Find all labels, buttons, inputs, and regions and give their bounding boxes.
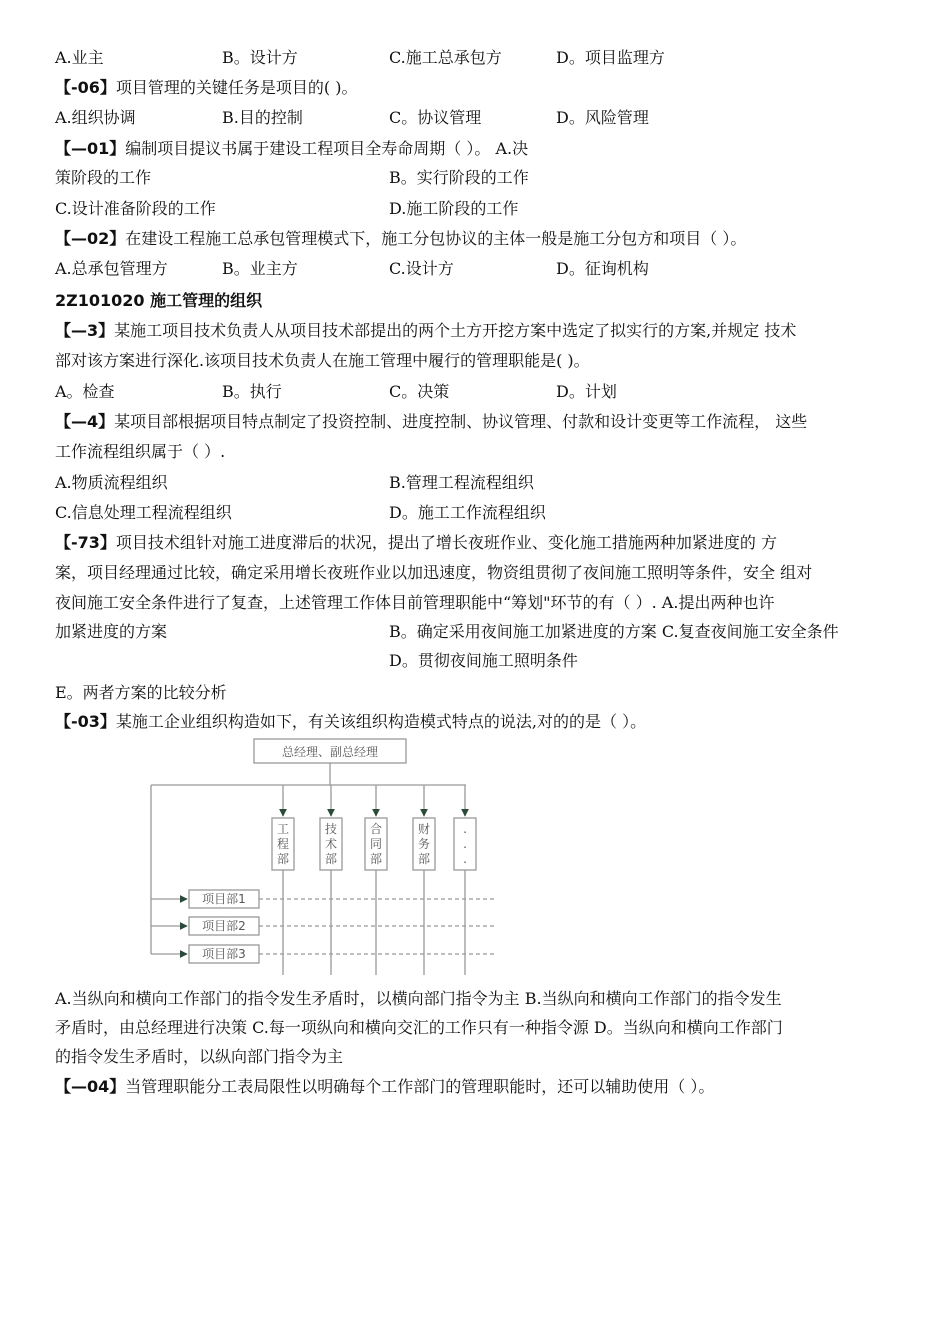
- q4-stem-line1: 某项目部根据项目特点制定了投资控制、进度控制、协议管理、付款和设计变更等工作流程， 这些: [114, 412, 808, 431]
- q02-tag: 【—02】: [55, 229, 126, 248]
- q3-option-b: B。执行: [222, 382, 282, 401]
- q02-option-a: A.总承包管理方: [55, 259, 168, 278]
- project-label-2: 项目部2: [202, 919, 246, 933]
- q06-tag: 【-06】: [55, 78, 116, 97]
- dept-finance-char-1: 财: [417, 822, 431, 836]
- q3-option-c: C。决策: [389, 382, 450, 401]
- dept-more-char-1: .: [463, 822, 467, 836]
- dept-contract-char-3: 部: [369, 852, 383, 866]
- q4-option-a: A.物质流程组织: [55, 473, 168, 492]
- dept-contract-char-1: 合: [369, 822, 383, 836]
- dept-engineering-char-1: 工: [276, 822, 290, 836]
- q05-option-b: B。设计方: [222, 48, 298, 67]
- q01-option-d: D.施工阶段的工作: [389, 199, 519, 218]
- q01-stem-line2: 策阶段的工作: [55, 168, 152, 187]
- q73-stem-line2: 案，项目经理通过比较，确定采用增长夜班作业以加迅速度，物资组贯彻了夜间施工照明等条件，安全 组对: [55, 563, 813, 582]
- section-code: 2Z101020: [55, 291, 145, 310]
- q73-stem-line1: 项目技术组针对施工进度滞后的状况，提出了增长夜班作业、变化施工措施两种加紧进度的 方: [115, 533, 778, 552]
- q06-option-a: A.组织协调: [55, 108, 136, 127]
- q4-tag: 【—4】: [55, 412, 115, 431]
- q06-option-b: B.目的控制: [222, 108, 303, 127]
- dept-technical-char-3: 部: [324, 852, 338, 866]
- dept-technical-char-2: 术: [324, 837, 338, 851]
- q01-option-b: B。实行阶段的工作: [389, 168, 529, 187]
- q3-stem-line2: 部对该方案进行深化.该项目技术负责人在施工管理中履行的管理职能是( )。: [55, 351, 590, 370]
- q03-answers-line1: A.当纵向和横向工作部门的指令发生矛盾时，以横向部门指令为主 B.当纵向和横向工作部门的指令发生: [55, 989, 782, 1008]
- q06-option-c: C。协议管理: [389, 108, 482, 127]
- q73-stem-line4: 加紧进度的方案: [55, 622, 168, 641]
- dept-engineering-char-3: 部: [276, 852, 290, 866]
- q02-stem: 在建设工程施工总承包管理模式下，施工分包协议的主体一般是施工分包方和项目（ ）。: [125, 229, 747, 248]
- q73-tag: 【-73】: [55, 533, 116, 552]
- q03-tag: 【-03】: [55, 712, 116, 731]
- q3-option-d: D。计划: [556, 382, 617, 401]
- q4-option-b: B.管理工程流程组织: [389, 473, 534, 492]
- q3-tag: 【—3】: [55, 321, 115, 340]
- q06-stem: 项目管理的关键任务是项目的( )。: [115, 78, 358, 97]
- dept-more-char-2: .: [463, 837, 467, 851]
- dept-contract-char-2: 同: [369, 837, 383, 851]
- dept-more-char-3: .: [463, 852, 467, 866]
- q04-question: [55, 1076, 714, 1098]
- q73-stem-line3: 夜间施工安全条件进行了复查，上述管理工作体目前管理职能中“筹划"环节的有（ ）. A.提出两种也许: [55, 593, 775, 612]
- q02-option-d: D。征询机构: [556, 259, 649, 278]
- q73-option-b-c: B。确定采用夜间施工加紧进度的方案 C.复查夜间施工安全条件: [389, 622, 839, 641]
- project-label-3: 项目部3: [202, 947, 246, 961]
- dept-finance-char-2: 务: [417, 837, 431, 851]
- q02-option-b: B。业主方: [222, 259, 298, 278]
- dept-technical-char-1: 技: [324, 822, 338, 836]
- q03-answers-line2: 矛盾时，由总经理进行决策 C.每一项纵向和横向交汇的工作只有一种指令源 D。当纵向和横向工作部门: [55, 1018, 783, 1037]
- q01-tag: 【—01】: [55, 139, 126, 158]
- q4-option-c: C.信息处理工程流程组织: [55, 503, 232, 522]
- q05-option-a: A.业主: [55, 48, 104, 67]
- q01-stem-line1: 编制项目提议书属于建设工程项目全寿命周期（ ）。 A.决: [125, 139, 529, 158]
- q3-stem-line1: 某施工项目技术负责人从项目技术部提出的两个土方开挖方案中选定了拟实行的方案,并规定 技术: [114, 321, 797, 340]
- q03-stem: 某施工企业组织构造如下，有关该组织构造模式特点的说法,对的的是（ ）。: [115, 712, 647, 731]
- q01-option-c: C.设计准备阶段的工作: [55, 199, 216, 218]
- q06-option-d: D。风险管理: [556, 108, 649, 127]
- q02-option-c: C.设计方: [389, 259, 454, 278]
- q05-option-c: C.施工总承包方: [389, 48, 502, 67]
- q4-stem-line2: 工作流程组织属于（ ）.: [55, 442, 226, 461]
- q3-option-a: A。检查: [55, 382, 115, 401]
- q73-option-d: D。贯彻夜间施工照明条件: [389, 651, 578, 670]
- dept-finance-char-3: 部: [417, 852, 431, 866]
- q05-option-d: D。项目监理方: [556, 48, 665, 67]
- q04-tag: 【—04】: [55, 1077, 126, 1096]
- top-management-label: 总经理、副总经理: [281, 745, 379, 759]
- project-label-1: 项目部1: [202, 892, 246, 906]
- q03-answers-line3: 的指令发生矛盾时，以纵向部门指令为主: [55, 1047, 344, 1066]
- q73-option-e: E。两者方案的比较分析: [55, 683, 227, 702]
- q04-stem: 当管理职能分工表局限性以明确每个工作部门的管理职能时，还可以辅助使用（ ）。: [125, 1077, 715, 1096]
- section-title: 施工管理的组织: [150, 291, 263, 310]
- q4-option-d: D。施工工作流程组织: [389, 503, 546, 522]
- dept-engineering-char-2: 程: [276, 837, 290, 851]
